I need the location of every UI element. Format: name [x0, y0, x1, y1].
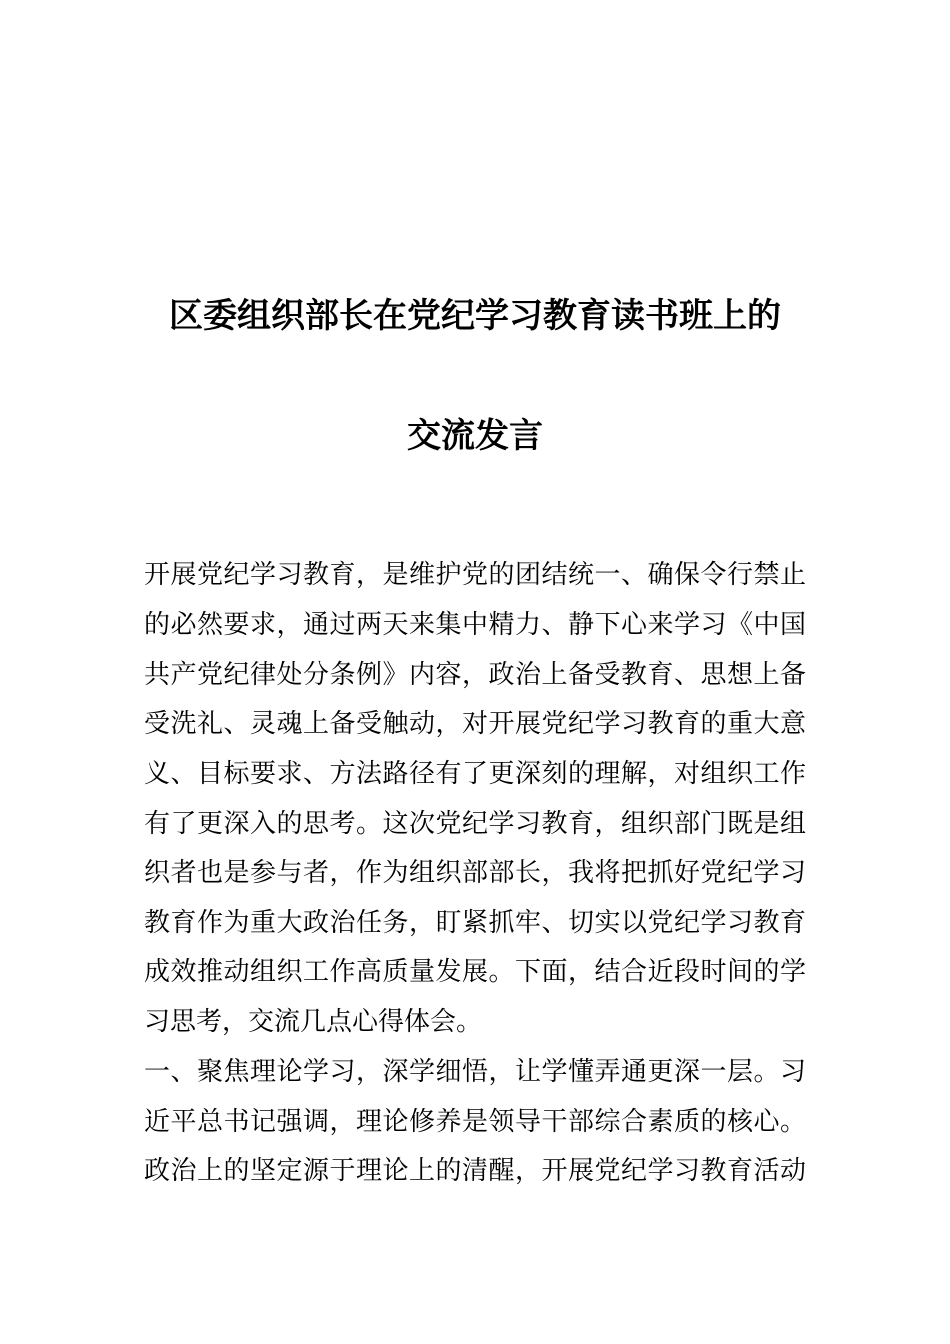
body-line: 近平总书记强调，理论修养是领导干部综合素质的核心。 — [144, 1107, 807, 1137]
body-line: 有了更深入的思考。这次党纪学习教育，组织部门既是组 — [144, 809, 807, 839]
body-line: 受洗礼、灵魂上备受触动，对开展党纪学习教育的重大意 — [144, 709, 807, 739]
body-line: 的必然要求，通过两天来集中精力、静下心来学习《中国 — [144, 610, 807, 640]
body-line: 成效推动组织工作高质量发展。下面，结合近段时间的学 — [144, 957, 807, 987]
body-line: 共产党纪律处分条例》内容，政治上备受教育、思想上备 — [144, 660, 807, 690]
body-line: 教育作为重大政治任务，盯紧抓牢、切实以党纪学习教育 — [144, 908, 807, 938]
body-line: 开展党纪学习教育，是维护党的团结统一、确保令行禁止 — [144, 560, 807, 590]
body-line: 织者也是参与者，作为组织部部长，我将把抓好党纪学习 — [144, 858, 807, 888]
body-line: 一、聚焦理论学习，深学细悟，让学懂弄通更深一层。习 — [144, 1057, 807, 1087]
document-title-line-1: 区委组织部长在党纪学习教育读书班上的 — [169, 296, 781, 336]
body-line: 习思考，交流几点心得体会。 — [144, 1007, 483, 1037]
document-title-line-2: 交流发言 — [407, 416, 543, 456]
body-line: 义、目标要求、方法路径有了更深刻的理解，对组织工作 — [144, 759, 807, 789]
body-line: 政治上的坚定源于理论上的清醒，开展党纪学习教育活动 — [144, 1156, 807, 1186]
